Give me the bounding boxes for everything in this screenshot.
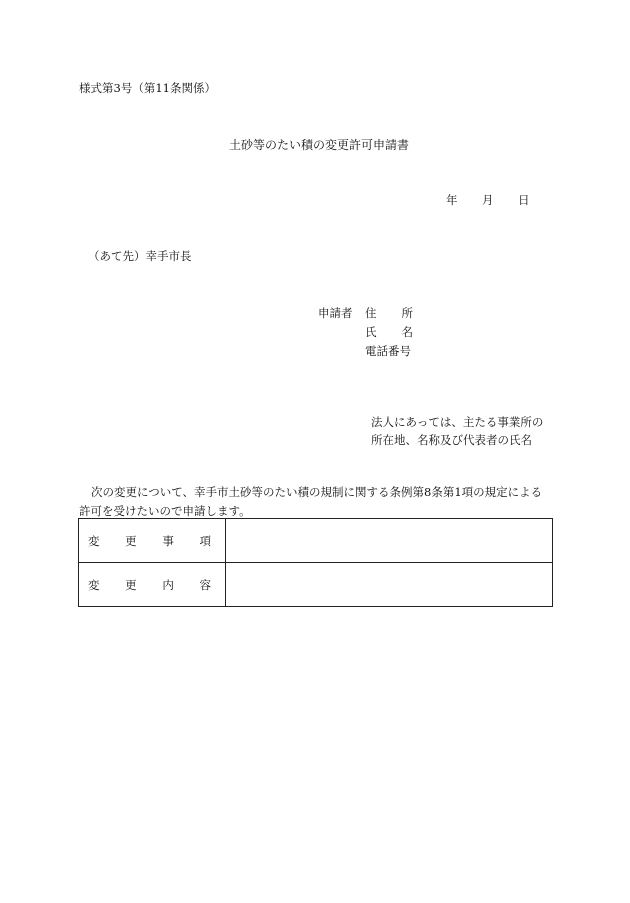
form-number: 様式第3号（第11条関係） (79, 81, 216, 95)
change-content-label (79, 563, 226, 607)
label-char: 変 (88, 577, 100, 592)
corporate-note-line: 法人にあっては、主たる事業所の (371, 415, 544, 429)
address-label-char: 所 (401, 306, 413, 320)
change-content-field[interactable] (226, 563, 553, 607)
name-label (365, 323, 413, 342)
document-title: 土砂等のたい積の変更許可申請書 (229, 138, 410, 152)
label-char: 変 (88, 533, 100, 548)
change-item-label (79, 519, 226, 563)
phone-label (365, 342, 413, 361)
addressee: （あて先）幸手市長 (88, 249, 192, 263)
label-char: 事 (162, 533, 174, 548)
name-label-char: 名 (401, 325, 413, 339)
corporate-note-line: 所在地、名称及び代表者の氏名 (371, 433, 532, 447)
phone-label-text: 電話番号 (365, 344, 411, 358)
date-month-label: 月 (482, 193, 494, 207)
change-item-field[interactable] (226, 519, 553, 563)
label-char: 内 (162, 577, 174, 592)
label-char: 容 (199, 577, 211, 592)
applicant-block (318, 304, 413, 361)
date-year-label: 年 (446, 193, 458, 207)
address-label (365, 304, 413, 323)
date-day-label: 日 (518, 193, 530, 207)
date-line (446, 192, 530, 208)
label-char: 更 (125, 577, 137, 592)
name-label-char: 氏 (365, 325, 377, 339)
applicant-label: 申請者 (318, 306, 353, 320)
label-char: 項 (199, 533, 211, 548)
address-label-char: 住 (365, 306, 377, 320)
corporate-note (371, 413, 543, 449)
label-char: 更 (125, 533, 137, 548)
application-statement: 次の変更について、幸手市土砂等のたい積の規制に関する条例第8条第1項の規定による許可を受けたいので申請します。 (79, 485, 543, 518)
table-row (79, 519, 553, 563)
table-row (79, 563, 553, 607)
change-table (78, 518, 553, 607)
